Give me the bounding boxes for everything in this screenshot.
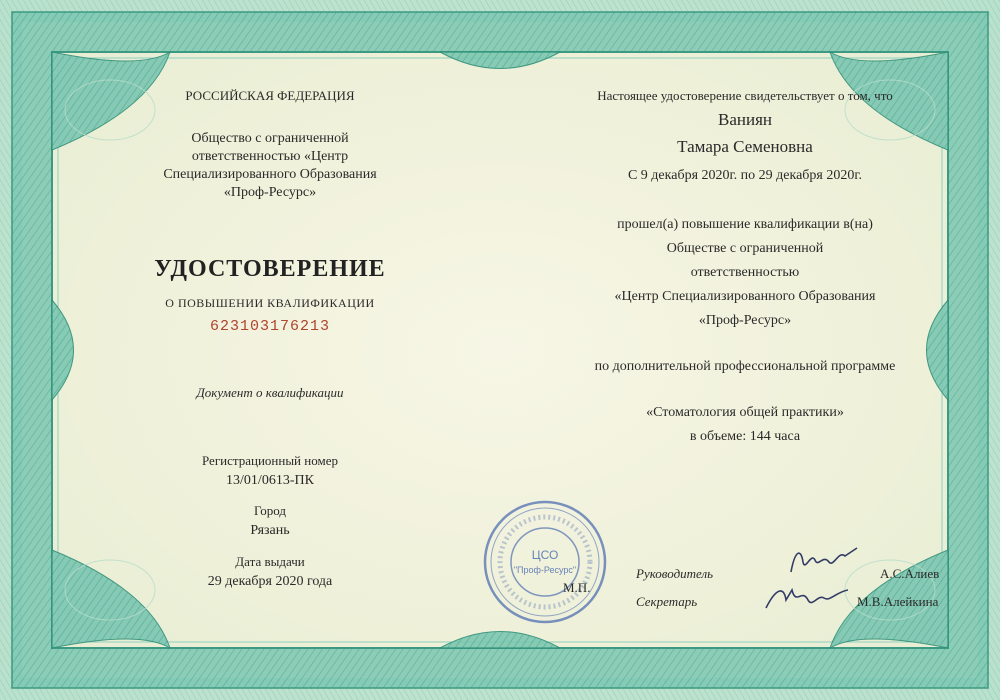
issuer-org-line-1: Общество с ограниченной (191, 131, 349, 146)
passed-line-1: прошел(а) повышение квалификации в(на) (617, 217, 873, 232)
passed-line-3: ответственностью (690, 265, 800, 280)
document-title: УДОСТОВЕРЕНИЕ (154, 256, 386, 282)
program-name: «Стоматология общей практики» (646, 405, 844, 420)
document-type: Документ о квалификации (196, 385, 344, 400)
program-intro: по дополнительной профессиональной программе (594, 359, 896, 374)
issuer-org-line-4: «Проф-Ресурс» (223, 185, 317, 200)
passed-line-2: Обществе с ограниченной (666, 241, 824, 256)
issue-date-label: Дата выдачи (235, 554, 305, 569)
secretary-label: Секретарь (636, 594, 698, 609)
city-value: Рязань (250, 523, 290, 538)
secretary-signature (762, 580, 852, 616)
registration-value: 13/01/0613-ПК (226, 473, 314, 488)
document-subtitle: О ПОВЫШЕНИИ КВАЛИФИКАЦИИ (165, 296, 375, 310)
stamp-center-bottom: "Проф-Ресурс" (513, 565, 577, 575)
head-name: А.С.Алиев (880, 566, 940, 581)
certify-intro: Настоящее удостоверение свидетельствует о том, что (597, 88, 893, 103)
secretary-name: М.В.Алейкина (857, 594, 939, 609)
program-volume: в объеме: 144 часа (689, 429, 801, 444)
holder-surname: Ваниян (718, 110, 772, 129)
country-label: РОССИЙСКАЯ ФЕДЕРАЦИЯ (185, 88, 355, 103)
city-label: Город (253, 503, 287, 518)
issuer-org-line-2: ответственностью «Центр (191, 149, 349, 164)
stamp-center-top: ЦСО (531, 548, 559, 562)
holder-name: Тамара Семеновна (677, 137, 813, 156)
passed-line-5: «Проф-Ресурс» (698, 313, 792, 328)
head-signature (785, 540, 865, 580)
issue-date-value: 29 декабря 2020 года (207, 574, 333, 589)
serial-number: 623103176213 (209, 318, 331, 335)
seal-place-label: М.П. (563, 580, 591, 595)
issuer-org-line-3: Специализированного Образования (163, 167, 377, 182)
registration-label: Регистрационный номер (202, 453, 338, 468)
organization-stamp (480, 497, 610, 627)
head-label: Руководитель (636, 566, 714, 581)
passed-line-4: «Центр Специализированного Образования (614, 289, 876, 304)
training-period: С 9 декабря 2020г. по 29 декабря 2020г. (627, 168, 863, 183)
